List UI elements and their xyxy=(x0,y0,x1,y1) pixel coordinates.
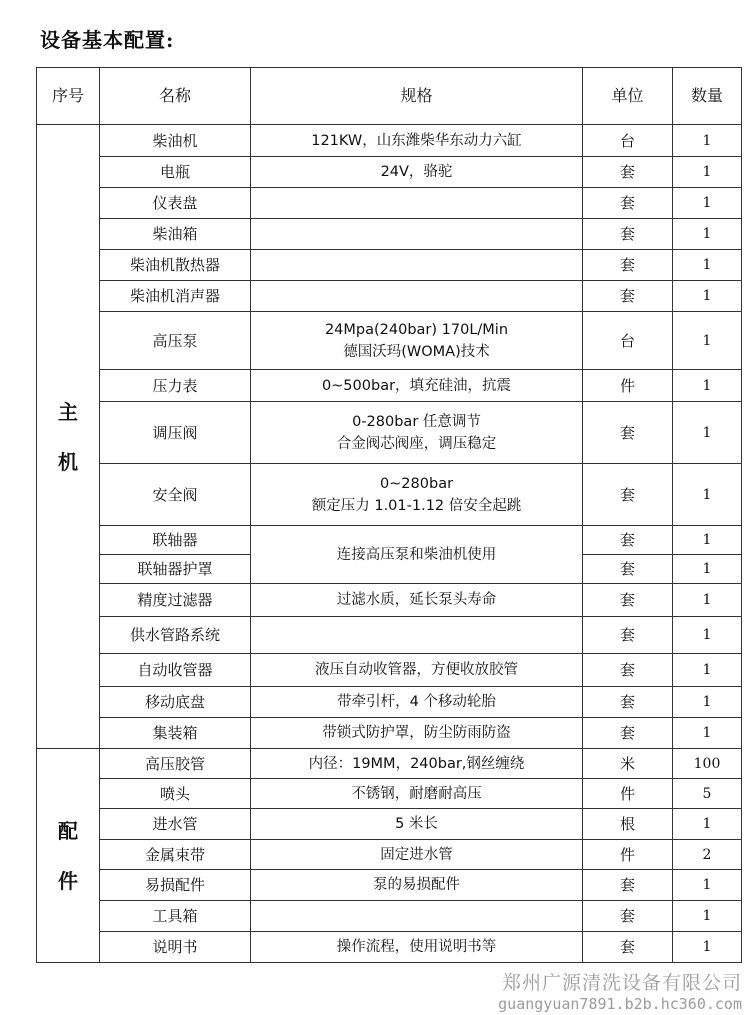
item-qty: 1 xyxy=(673,157,742,188)
item-qty: 1 xyxy=(673,370,742,402)
item-unit: 根 xyxy=(583,809,673,840)
equipment-config-table xyxy=(36,67,742,963)
group-label-char: 机 xyxy=(58,449,78,474)
table-row xyxy=(37,809,742,840)
watermark-company: 郑州广源清洗设备有限公司 xyxy=(501,972,742,994)
item-spec xyxy=(251,932,583,963)
table-row xyxy=(37,464,742,526)
item-spec-line: 24V，骆驼 xyxy=(380,164,453,180)
item-unit: 套 xyxy=(583,281,673,312)
table-row xyxy=(37,749,742,779)
header-qty: 数量 xyxy=(673,68,742,125)
item-name: 联轴器 xyxy=(100,526,251,555)
item-spec xyxy=(251,749,583,779)
item-spec-line: 0~280bar xyxy=(379,475,454,492)
table-row xyxy=(37,870,742,901)
item-name: 金属束带 xyxy=(100,840,251,870)
item-name: 进水管 xyxy=(100,809,251,840)
item-spec-line: 24Mpa(240bar) 170L/Min xyxy=(324,321,509,338)
item-spec xyxy=(251,654,583,687)
item-name: 说明书 xyxy=(100,932,251,963)
table-row xyxy=(37,526,742,555)
item-qty: 1 xyxy=(673,584,742,617)
table-row xyxy=(37,188,742,219)
item-spec-line: 泵的易损配件 xyxy=(373,877,460,893)
item-name: 工具箱 xyxy=(100,901,251,932)
item-qty: 1 xyxy=(673,617,742,654)
item-qty: 5 xyxy=(673,779,742,809)
item-spec xyxy=(251,281,583,312)
item-spec xyxy=(251,125,583,157)
group-label-char: 主 xyxy=(58,399,78,424)
item-name: 高压胶管 xyxy=(100,749,251,779)
page-title: 设备基本配置: xyxy=(40,28,175,52)
item-spec xyxy=(251,687,583,718)
item-qty: 1 xyxy=(673,932,742,963)
item-unit: 套 xyxy=(583,870,673,901)
item-spec-line: 0-280bar 任意调节 xyxy=(352,413,481,430)
item-qty: 1 xyxy=(673,809,742,840)
table-header-row xyxy=(37,68,742,125)
item-name: 供水管路系统 xyxy=(100,617,251,654)
item-qty: 1 xyxy=(673,526,742,555)
item-qty: 1 xyxy=(673,718,742,749)
header-seq: 序号 xyxy=(37,68,100,125)
table-row xyxy=(37,840,742,870)
item-name: 柴油机散热器 xyxy=(100,250,251,281)
table-row xyxy=(37,157,742,188)
item-unit: 件 xyxy=(583,779,673,809)
item-qty: 1 xyxy=(673,250,742,281)
item-name: 易损配件 xyxy=(100,870,251,901)
table-row xyxy=(37,312,742,370)
item-spec-line: 121KW，山东潍柴华东动力六缸 xyxy=(311,132,522,149)
item-spec xyxy=(251,779,583,809)
table-row xyxy=(37,779,742,809)
item-spec xyxy=(251,617,583,654)
table-body xyxy=(37,125,742,963)
item-qty: 1 xyxy=(673,219,742,250)
item-spec xyxy=(251,250,583,281)
item-qty: 1 xyxy=(673,555,742,584)
item-unit: 套 xyxy=(583,219,673,250)
item-spec xyxy=(251,809,583,840)
item-spec-line: 内径：19MM，240bar,钢丝缠绕 xyxy=(308,755,525,772)
item-qty: 1 xyxy=(673,281,742,312)
header-unit: 单位 xyxy=(583,68,673,125)
item-name: 安全阀 xyxy=(100,464,251,526)
header-name: 名称 xyxy=(100,68,251,125)
header-spec: 规格 xyxy=(251,68,583,125)
table-row xyxy=(37,718,742,749)
item-name: 柴油机消声器 xyxy=(100,281,251,312)
item-spec xyxy=(251,901,583,932)
item-qty: 1 xyxy=(673,654,742,687)
table-row xyxy=(37,584,742,617)
item-spec xyxy=(251,464,583,526)
item-spec-line: 固定进水管 xyxy=(380,846,453,863)
item-name: 柴油箱 xyxy=(100,219,251,250)
item-unit: 套 xyxy=(583,718,673,749)
item-qty: 1 xyxy=(673,402,742,464)
watermark-url: guangyuan7891.b2b.hc360.com xyxy=(498,995,742,1013)
item-spec xyxy=(251,370,583,402)
group-label xyxy=(37,125,100,749)
item-spec xyxy=(251,870,583,901)
item-qty: 1 xyxy=(673,901,742,932)
item-spec xyxy=(251,840,583,870)
table-row xyxy=(37,402,742,464)
group-label-char: 配 xyxy=(58,818,78,843)
item-unit: 件 xyxy=(583,370,673,402)
item-name: 高压泵 xyxy=(100,312,251,370)
item-unit: 米 xyxy=(583,749,673,779)
item-unit: 套 xyxy=(583,932,673,963)
item-qty: 1 xyxy=(673,188,742,219)
item-name: 喷头 xyxy=(100,779,251,809)
item-name: 移动底盘 xyxy=(100,687,251,718)
item-qty: 1 xyxy=(673,687,742,718)
item-name: 自动收管器 xyxy=(100,654,251,687)
group-label xyxy=(37,749,100,963)
item-unit: 套 xyxy=(583,555,673,584)
table-row xyxy=(37,125,742,157)
item-spec xyxy=(251,584,583,617)
item-name: 联轴器护罩 xyxy=(100,555,251,584)
item-name: 电瓶 xyxy=(100,157,251,188)
table-row xyxy=(37,687,742,718)
table-row xyxy=(37,370,742,402)
item-unit: 套 xyxy=(583,654,673,687)
item-spec-line: 0~500bar，填充硅油，抗震 xyxy=(321,377,512,394)
item-spec xyxy=(251,219,583,250)
item-name: 压力表 xyxy=(100,370,251,402)
item-spec xyxy=(251,402,583,464)
item-spec xyxy=(251,157,583,188)
item-spec-line: 操作流程，使用说明书等 xyxy=(336,939,497,955)
item-name: 精度过滤器 xyxy=(100,584,251,617)
item-unit: 套 xyxy=(583,687,673,718)
item-unit: 台 xyxy=(583,125,673,157)
item-qty: 2 xyxy=(673,840,742,870)
item-unit: 套 xyxy=(583,402,673,464)
watermark xyxy=(498,968,742,1013)
table-row xyxy=(37,617,742,654)
item-name: 调压阀 xyxy=(100,402,251,464)
item-unit: 台 xyxy=(583,312,673,370)
item-unit: 套 xyxy=(583,464,673,526)
item-spec-line: 不锈钢，耐磨耐高压 xyxy=(351,785,482,802)
table-row xyxy=(37,901,742,932)
item-unit: 套 xyxy=(583,250,673,281)
table-row xyxy=(37,219,742,250)
item-spec-line: 带牵引杆，4 个移动轮胎 xyxy=(337,694,496,710)
item-unit: 套 xyxy=(583,901,673,932)
item-spec-line: 液压自动收管器，方便收放胶管 xyxy=(315,662,518,678)
item-qty: 100 xyxy=(673,749,742,779)
item-spec-line: 过滤水质，延长泵头寿命 xyxy=(336,592,497,608)
item-spec-line: 合金阀芯阀座，调压稳定 xyxy=(336,435,497,452)
item-unit: 套 xyxy=(583,157,673,188)
item-unit: 件 xyxy=(583,840,673,870)
item-name: 仪表盘 xyxy=(100,188,251,219)
item-qty: 1 xyxy=(673,870,742,901)
item-spec-line: 额定压力 1.01-1.12 倍安全起跳 xyxy=(311,497,522,514)
group-label-char: 件 xyxy=(58,868,78,893)
item-name: 柴油机 xyxy=(100,125,251,157)
table-row xyxy=(37,250,742,281)
item-spec xyxy=(251,718,583,749)
item-unit: 套 xyxy=(583,617,673,654)
item-qty: 1 xyxy=(673,464,742,526)
item-unit: 套 xyxy=(583,188,673,219)
item-name: 集装箱 xyxy=(100,718,251,749)
item-spec-line: 5 米长 xyxy=(395,816,438,832)
item-unit: 套 xyxy=(583,526,673,555)
table-row xyxy=(37,654,742,687)
item-spec xyxy=(251,312,583,370)
item-spec xyxy=(251,188,583,219)
item-qty: 1 xyxy=(673,125,742,157)
table-row xyxy=(37,932,742,963)
item-spec xyxy=(251,526,583,584)
item-spec-line: 带锁式防护罩，防尘防雨防盗 xyxy=(322,725,511,741)
item-qty: 1 xyxy=(673,312,742,370)
item-unit: 套 xyxy=(583,584,673,617)
table-row xyxy=(37,281,742,312)
item-spec-line: 连接高压泵和柴油机使用 xyxy=(336,546,497,563)
item-spec-line: 德国沃玛(WOMA)技术 xyxy=(343,343,490,360)
